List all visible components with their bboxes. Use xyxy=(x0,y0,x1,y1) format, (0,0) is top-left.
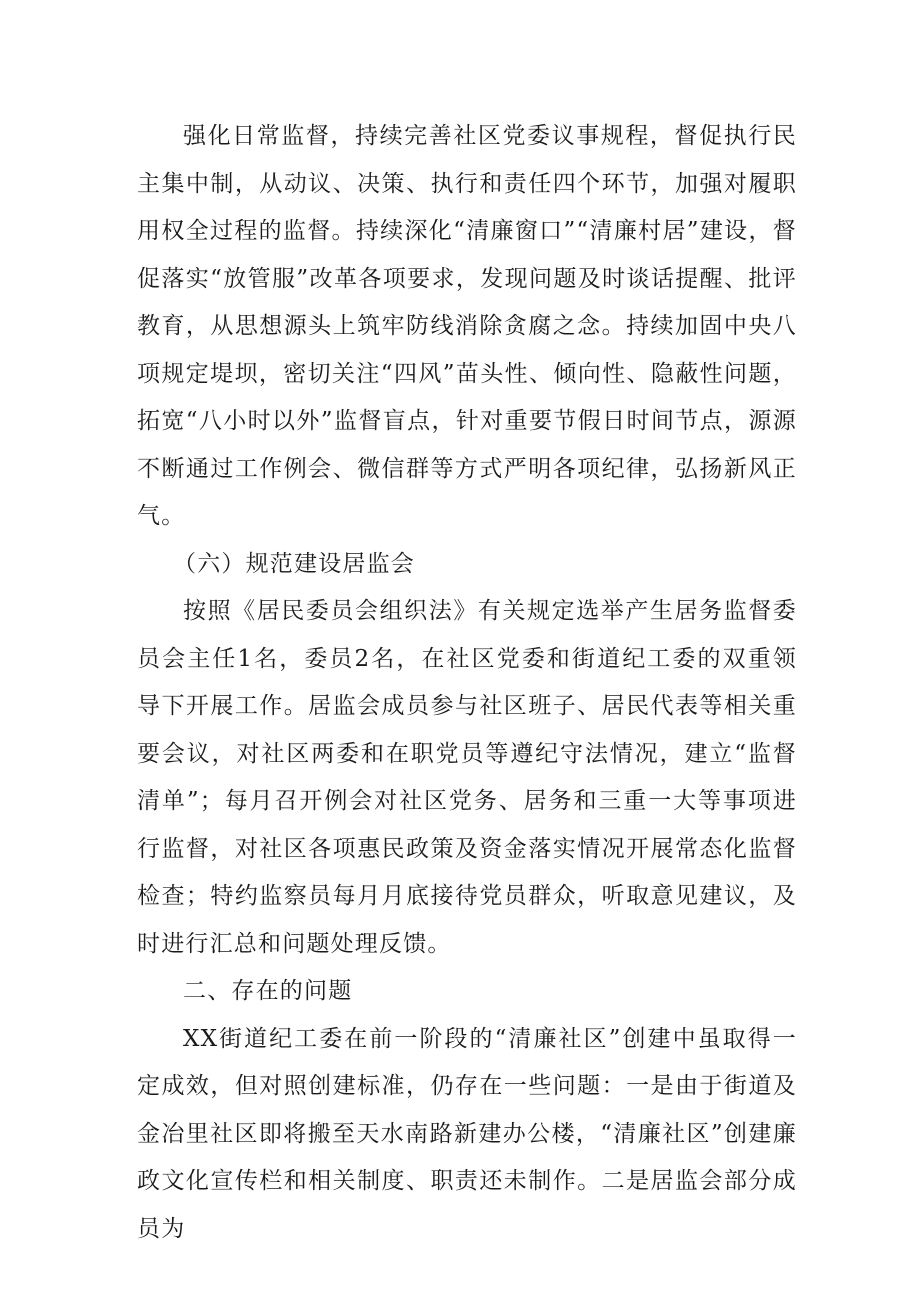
paragraph-problems: XX街道纪工委在前一阶段的“清廉社区”创建中虽取得一定成效，但对照创建标准，仍存在一些问题：一是由于街道及金冶里社区即将搬至天水南路新建办公楼，“清廉社区”创建廉政文化宣传栏和相关制度、职责还未制作。二是居监会部分成员为 xyxy=(137,1025,797,1242)
section-heading-six: （六）规范建设居监会 xyxy=(173,550,415,577)
paragraph-resident-supervision-committee: 按照《居民委员会组织法》有关规定选举产生居务监督委员会主任1名，委员2名，在社区党委和街道纪工委的双重领导下开展工作。居监会成员参与社区班子、居民代表等相关重要会议，对社区两委和在职党员等遵纪守法情况，建立“监督清单”；每月召开例会对社区党务、居务和三重一大等事项进行监督，对社区各项惠民政策及资金落实情况开展常态化监督检查；特约监察员每月月底接待党员群众，听取意见建议，及时进行汇总和问题处理反馈。 xyxy=(137,598,797,957)
document-page xyxy=(137,113,797,1253)
section-heading-existing-problems: 二、存在的问题 xyxy=(183,978,353,1004)
paragraph-daily-supervision: 强化日常监督，持续完善社区党委议事规程，督促执行民主集中制，从动议、决策、执行和责任四个环节，加强对履职用权全过程的监督。持续深化“清廉窗口”“清廉村居”建设，督促落实“放管服”改革各项要求，发现问题及时谈话提醒、批评教育，从思想源头上筑牢防线消除贪腐之念。持续加固中央八项规定堤坝，密切关注“四风”苗头性、倾向性、隐蔽性问题，拓宽“八小时以外”监督盲点，针对重要节假日时间节点，源源不断通过工作例会、微信群等方式严明各项纪律，弘扬新风正气。 xyxy=(137,123,797,529)
